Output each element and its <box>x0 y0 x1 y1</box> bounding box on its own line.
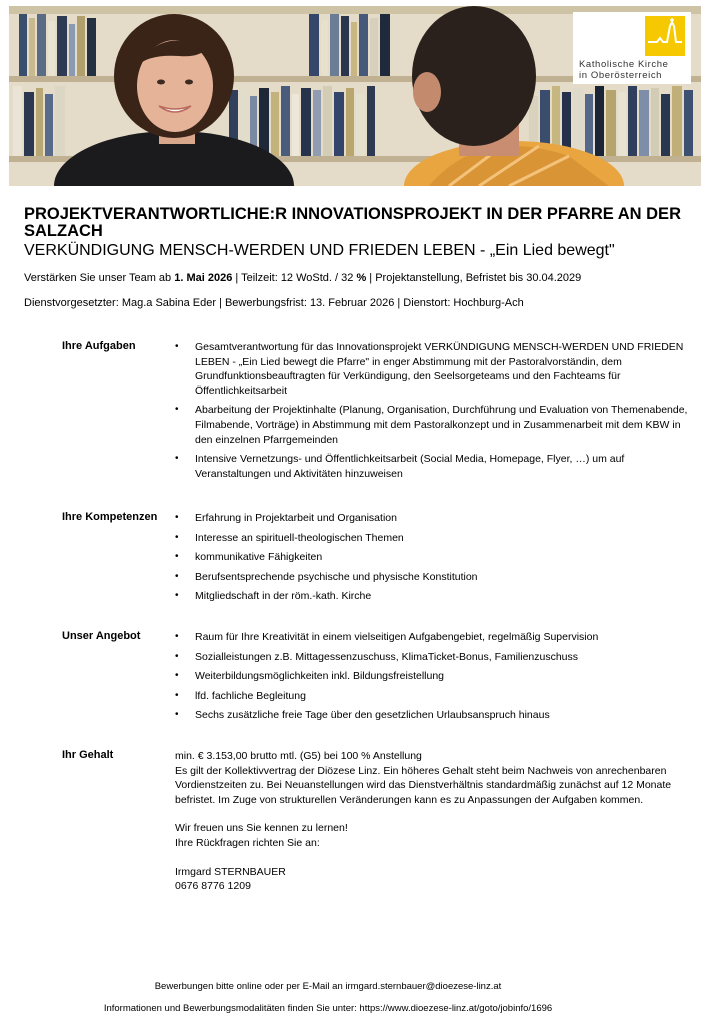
section-label-gehalt: Ihr Gehalt <box>62 749 114 761</box>
kompetenzen-list <box>175 511 700 609</box>
salary-details: Es gilt der Kollektivvertrag der Diözese Linz. Ein höheres Gehalt steht beim Nachweis von anrechenbaren Vordienstzeiten zu. Bei Neuanstellungen wird das Dienstverhältnis standardmäßig zunächst auf 12 Monate befristet. Im Zuge von strukturellen Veränderungen kann es zu Anpassungen der Aufgaben kommen. <box>175 764 672 806</box>
section-label-kompetenzen: Ihre Kompetenzen <box>62 511 158 523</box>
list-item <box>175 531 700 546</box>
supervisor-details: Dienstvorgesetzter: Mag.a Sabina Eder | Bewerbungsfrist: 13. Februar 2026 | Dienstort: Hochburg-Ach <box>24 297 524 309</box>
section-label-angebot: Unser Angebot <box>62 630 141 642</box>
list-item <box>175 708 700 723</box>
meta-middle: | Teilzeit: 12 WoStd. / 32 <box>232 272 357 284</box>
list-item-text: Interesse an spirituell-theologischen Themen <box>195 531 404 544</box>
contact-name: Irmgard STERNBAUER <box>175 865 286 878</box>
logo <box>573 12 691 84</box>
bullet-icon: • <box>175 650 179 662</box>
list-item <box>175 511 700 526</box>
bullet-icon: • <box>175 570 179 582</box>
job-subtitle: VERKÜNDIGUNG MENSCH-WERDEN UND FRIEDEN LEBEN - „Ein Lied bewegt" <box>24 242 615 259</box>
list-item-text: Weiterbildungsmöglichkeiten inkl. Bildungsfreistellung <box>195 670 445 683</box>
list-item <box>175 650 700 665</box>
footer-info-link: Informationen und Bewerbungsmodalitäten finden Sie unter: https://www.dioezese-linz.at/goto/jobinfo/1696 <box>103 1003 553 1014</box>
list-item <box>175 669 700 684</box>
list-item-text: Intensive Vernetzungs- und Öffentlichkeitsarbeit (Social Media, Homepage, Flyer, …) um auf Veranstaltungen und Aktivitäten hinzuweisen <box>195 453 625 480</box>
bullet-icon: • <box>175 670 179 682</box>
list-item <box>175 403 700 447</box>
meta-prefix: Verstärken Sie unser Team ab <box>24 272 175 284</box>
employment-details <box>24 272 581 284</box>
bullet-icon: • <box>175 404 179 416</box>
bullet-icon: • <box>175 341 179 352</box>
list-item <box>175 550 700 565</box>
list-item-text: Sechs zusätzliche freie Tage über den gesetzlichen Urlaubsanspruch hinaus <box>195 709 550 722</box>
bullet-icon: • <box>175 512 179 523</box>
bullet-icon: • <box>175 551 179 563</box>
logo-text <box>579 60 689 81</box>
bullet-icon: • <box>175 590 179 602</box>
list-item <box>175 340 700 398</box>
salary-amount: min. € 3.153,00 brutto mtl. (G5) bei 100 % Anstellung <box>175 750 422 762</box>
bullet-icon: • <box>175 709 179 721</box>
footer-application-email: Bewerbungen bitte online oder per E-Mail an irmgard.sternbauer@dioezese-linz.at <box>154 981 502 992</box>
list-item <box>175 689 700 704</box>
bullet-icon: • <box>175 531 179 543</box>
list-item <box>175 630 700 645</box>
church-ecg-logo-icon <box>645 16 685 56</box>
list-item-text: Gesamtverantwortung für das Innovationsprojekt VERKÜNDIGUNG MENSCH-WERDEN UND FRIEDEN LEBEN - „Ein Lied bewegt die Pfarre" in enger Abstimmung mit der Pastoralvorständin, dem Grundfunktionsbeauftragten für Verkündigung, den Seelsorgeteams und den Fachteams für Öffentlichkeitsarbeit <box>195 341 684 397</box>
bullet-icon: • <box>175 689 179 701</box>
angebot-list <box>175 630 700 728</box>
greeting-line-2: Ihre Rückfragen richten Sie an: <box>175 836 320 849</box>
list-item <box>175 589 700 604</box>
start-date: 1. Mai 2026 <box>174 272 233 284</box>
greeting-line-1: Wir freuen uns Sie kennen zu lernen! <box>175 822 348 835</box>
salary-block <box>175 749 703 894</box>
header-photo <box>9 6 701 186</box>
job-title: PROJEKTVERANTWORTLICHE:R INNOVATIONSPROJEKT IN DER PFARRE AN DER SALZACH <box>24 205 681 240</box>
list-item-text: Berufsentsprechende psychische und physische Konstitution <box>195 570 478 583</box>
list-item-text: Erfahrung in Projektarbeit und Organisation <box>195 512 397 524</box>
logo-line-2: in Oberösterreich <box>579 69 663 81</box>
meta-percent: % <box>356 272 367 284</box>
list-item <box>175 570 700 585</box>
bullet-icon: • <box>175 631 179 642</box>
contact-phone: 0676 8776 1209 <box>175 880 251 893</box>
logo-line-1: Katholische Kirche <box>579 59 669 70</box>
meta-suffix: | Projektanstellung, Befristet bis 30.04.2029 <box>366 272 582 284</box>
list-item-text: Abarbeitung der Projektinhalte (Planung, Organisation, Durchführung und Evaluation von Themenabende, Filmabende, Vorträge) in Abstimmung mit dem Pastoralkonzept und in Zusammenarbeit mit dem KBW in den einzelnen Pfarrgemeinden <box>195 404 688 446</box>
list-item-text: Mitgliedschaft in der röm.-kath. Kirche <box>195 590 372 603</box>
aufgaben-list <box>175 340 700 486</box>
list-item-text: kommunikative Fähigkeiten <box>195 551 323 564</box>
list-item-text: Raum für Ihre Kreativität in einem vielseitigen Aufgabengebiet, regelmäßig Supervision <box>195 631 599 643</box>
list-item-text: Sozialleistungen z.B. Mittagessenzuschuss, KlimaTicket-Bonus, Familienzuschuss <box>195 650 579 663</box>
bullet-icon: • <box>175 453 179 465</box>
list-item-text: lfd. fachliche Begleitung <box>195 689 306 702</box>
section-label-aufgaben: Ihre Aufgaben <box>62 340 136 352</box>
list-item <box>175 452 700 481</box>
